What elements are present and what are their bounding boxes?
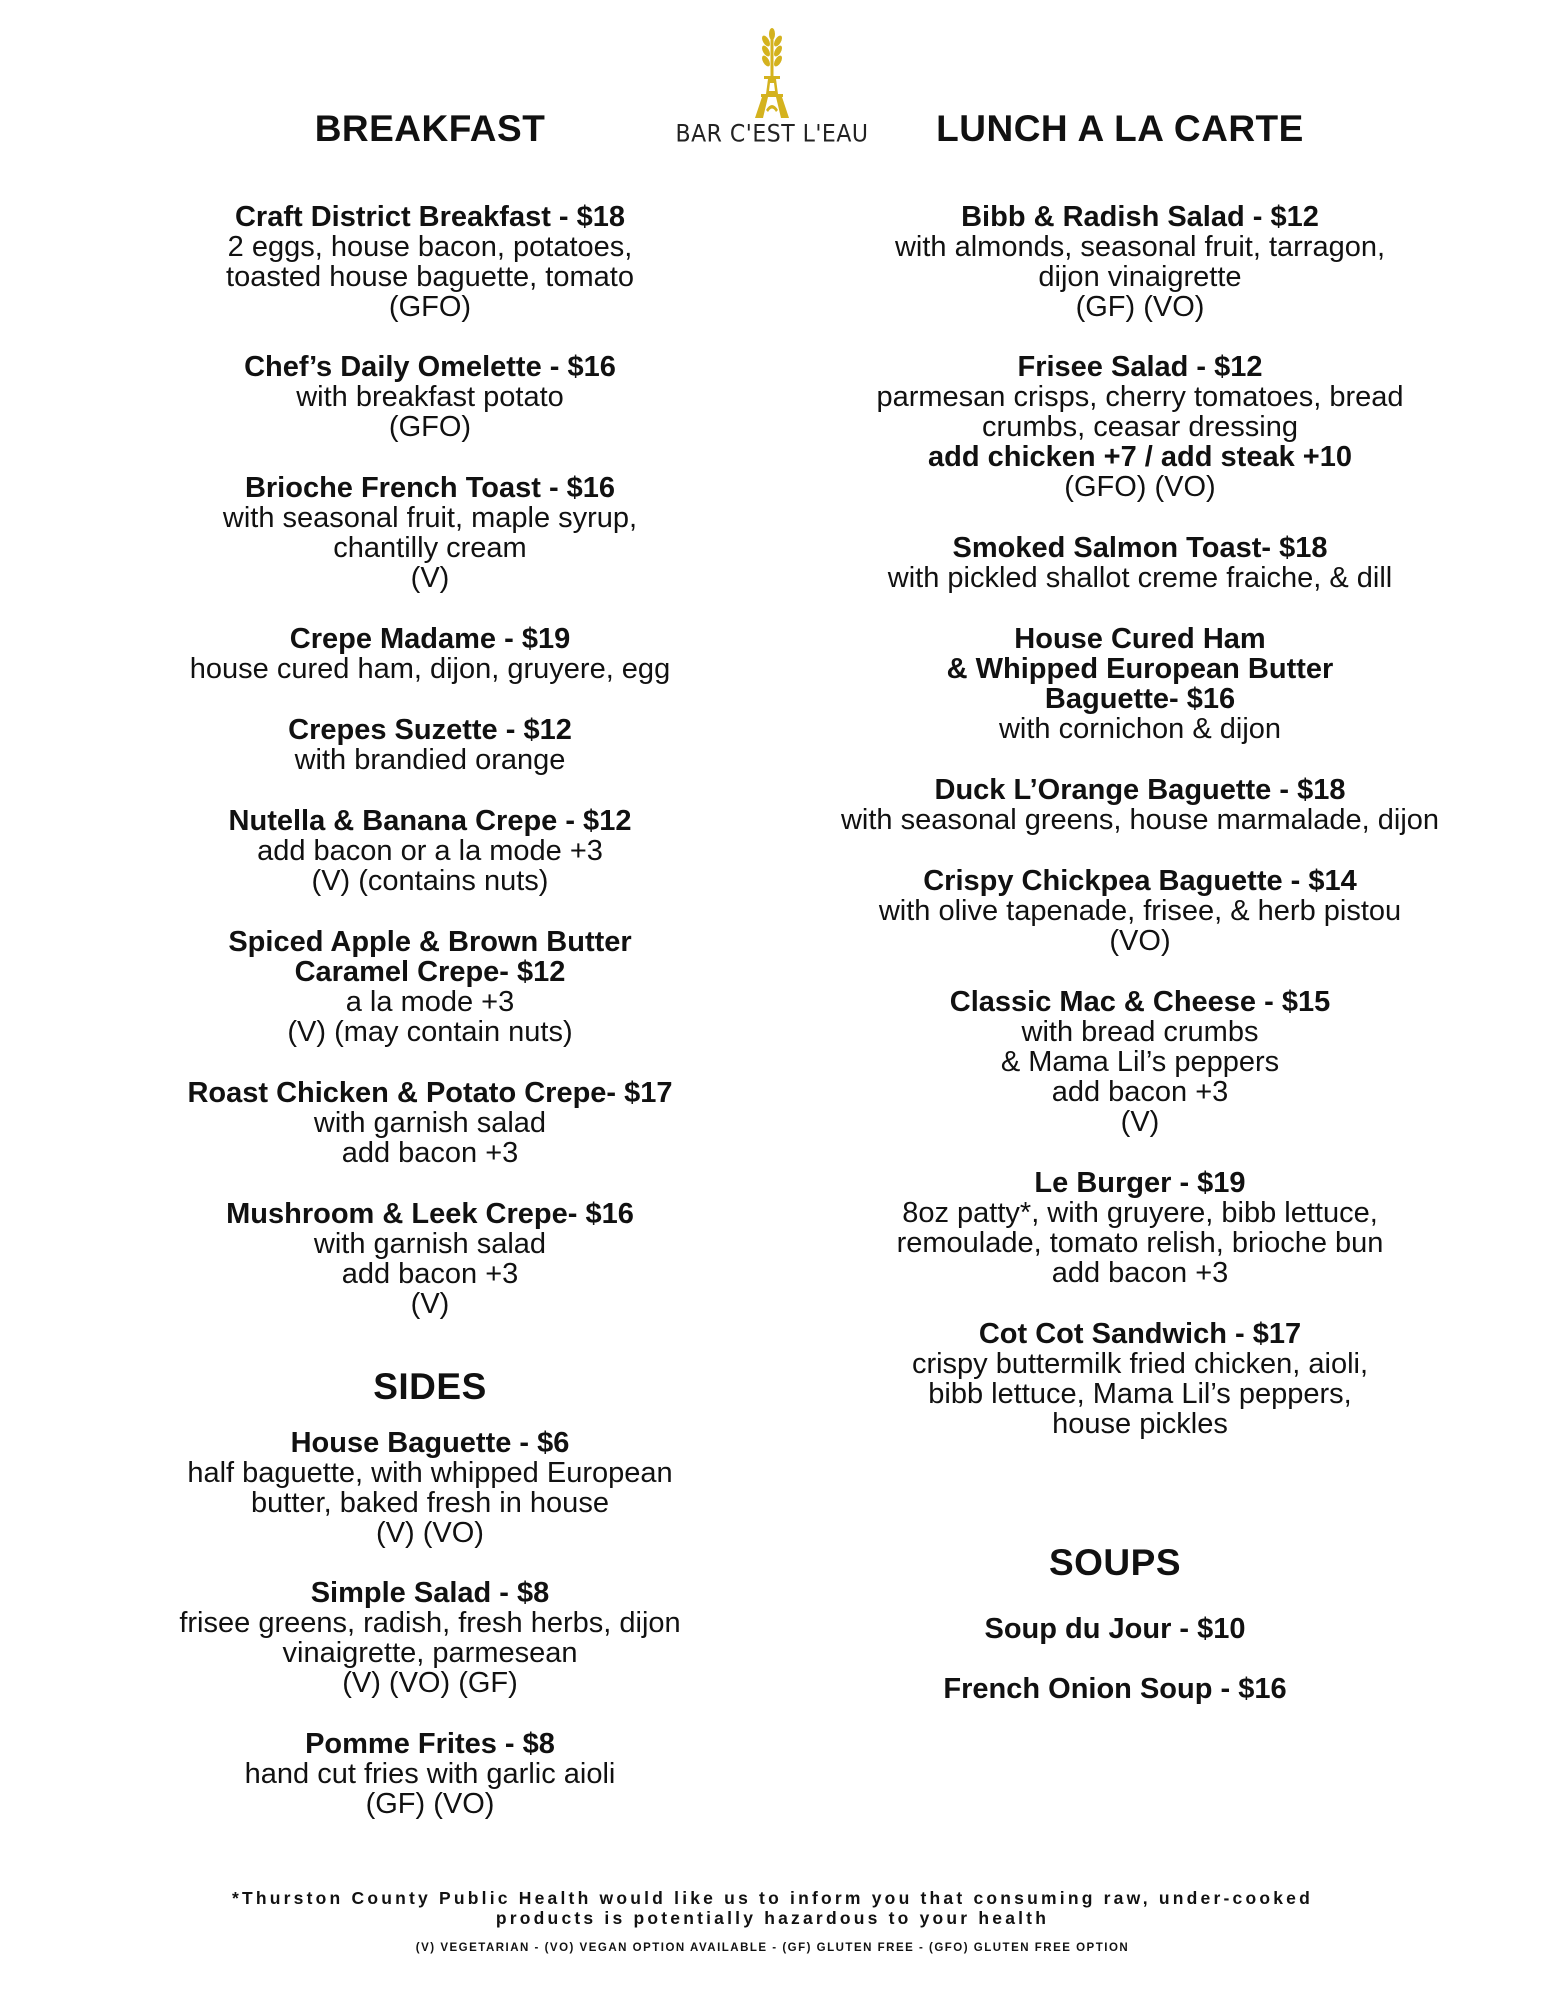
item-desc: with cornichon & dijon	[998, 713, 1282, 745]
item-desc: butter, baked fresh in house	[251, 1487, 609, 1519]
item-desc: add bacon +3	[341, 1137, 519, 1169]
item-desc: 8oz patty*, with gruyere, bibb lettuce,	[902, 1197, 1378, 1229]
item-name: Caramel Crepe- $12	[294, 956, 566, 988]
item-name: Duck L’Orange Baguette - $18	[934, 774, 1346, 806]
item-name: Spiced Apple & Brown Butter	[228, 926, 632, 958]
menu-item	[780, 1614, 1450, 1644]
brand-name: BAR C'EST L'EAU	[675, 120, 869, 149]
item-name: French Onion Soup - $16	[943, 1673, 1287, 1705]
item-name: House Cured Ham	[1014, 623, 1266, 655]
item-desc: vinaigrette, parmesean	[282, 1637, 578, 1669]
item-desc: with brandied orange	[294, 744, 566, 776]
item-desc: frisee greens, radish, fresh herbs, dijon	[179, 1607, 681, 1639]
item-name: & Whipped European Butter	[946, 653, 1334, 685]
item-name: Le Burger - $19	[1034, 1167, 1246, 1199]
item-desc: add bacon +3	[1051, 1257, 1229, 1289]
item-desc: chantilly cream	[333, 532, 527, 564]
item-desc: (VO)	[1109, 925, 1171, 957]
item-desc: with pickled shallot creme fraiche, & dill	[887, 562, 1393, 594]
soups-heading: SOUPS	[1048, 1542, 1182, 1583]
item-desc: add bacon +3	[1051, 1076, 1229, 1108]
item-desc: crispy buttermilk fried chicken, aioli,	[911, 1348, 1369, 1380]
menu-item	[140, 927, 720, 1047]
item-addon: add chicken +7 / add steak +10	[928, 441, 1352, 473]
menu-item	[140, 806, 720, 896]
item-desc: remoulade, tomato relish, brioche bun	[896, 1227, 1384, 1259]
menu-item	[140, 1078, 720, 1168]
menu-item	[780, 866, 1500, 956]
item-name: Frisee Salad - $12	[1017, 351, 1263, 383]
item-name: Pomme Frites - $8	[305, 1728, 555, 1760]
dietary-legend: (V) VEGETARIAN - (VO) VEGAN OPTION AVAILABLE - (GF) GLUTEN FREE - (GFO) GLUTEN FREE OPTION	[415, 1942, 1130, 1954]
menu-item	[780, 987, 1500, 1137]
item-desc: with bread crumbs	[1021, 1016, 1259, 1048]
menu-item	[140, 202, 720, 322]
item-name: Soup du Jour - $10	[984, 1613, 1246, 1645]
item-desc: add bacon +3	[341, 1258, 519, 1290]
item-desc: (GFO)	[388, 291, 472, 323]
sides-heading: SIDES	[373, 1366, 487, 1407]
item-desc: (V)	[410, 562, 450, 594]
item-name: Roast Chicken & Potato Crepe- $17	[187, 1077, 673, 1109]
menu-item	[140, 1729, 720, 1819]
item-desc: (V)	[410, 1288, 450, 1320]
item-name: Nutella & Banana Crepe - $12	[228, 805, 632, 837]
item-desc: (GF) (VO)	[1075, 291, 1205, 323]
menu-item	[780, 202, 1500, 322]
item-desc: crumbs, ceasar dressing	[982, 411, 1298, 443]
menu-item	[140, 715, 720, 775]
item-name: Craft District Breakfast - $18	[234, 201, 626, 233]
menu-item	[140, 1428, 720, 1548]
item-desc: (V) (VO) (GF)	[342, 1667, 518, 1699]
item-desc: (GF) (VO)	[365, 1788, 495, 1820]
menu-item	[780, 1168, 1500, 1288]
item-desc: toasted house baguette, tomato	[226, 261, 634, 293]
item-desc: (GFO) (VO)	[1064, 471, 1216, 503]
menu-item	[140, 352, 720, 442]
item-desc: half baguette, with whipped European	[187, 1457, 673, 1489]
menu-item	[780, 352, 1500, 502]
lunch-heading: LUNCH A LA CARTE	[936, 108, 1304, 149]
item-desc: a la mode +3	[345, 986, 515, 1018]
item-desc: bibb lettuce, Mama Lil’s peppers,	[928, 1378, 1352, 1410]
item-desc: (V) (may contain nuts)	[287, 1016, 573, 1048]
menu-item	[780, 1319, 1500, 1439]
item-name: Cot Cot Sandwich - $17	[978, 1318, 1302, 1350]
wheat-eiffel-tower-icon	[749, 28, 795, 120]
menu-item	[780, 1674, 1450, 1704]
menu-item	[780, 533, 1500, 593]
item-name: Smoked Salmon Toast- $18	[952, 532, 1328, 564]
item-desc: with garnish salad	[313, 1228, 547, 1260]
item-desc: (V)	[1120, 1106, 1160, 1138]
item-desc: (V) (contains nuts)	[311, 865, 549, 897]
disclaimer-line: products is potentially hazardous to your health	[495, 1908, 1050, 1928]
item-desc: with seasonal fruit, maple syrup,	[222, 502, 638, 534]
item-desc: hand cut fries with garlic aioli	[244, 1758, 616, 1790]
item-name: House Baguette - $6	[290, 1427, 570, 1459]
item-desc: parmesan crisps, cherry tomatoes, bread	[876, 381, 1404, 413]
breakfast-heading: BREAKFAST	[314, 108, 546, 149]
item-name: Crispy Chickpea Baguette - $14	[923, 865, 1357, 897]
item-desc: (GFO)	[388, 411, 472, 443]
item-desc: house cured ham, dijon, gruyere, egg	[189, 653, 671, 685]
menu-item	[780, 775, 1500, 835]
item-desc: with seasonal greens, house marmalade, dijon	[840, 804, 1440, 836]
health-disclaimer	[0, 1888, 1545, 1928]
item-name: Simple Salad - $8	[310, 1577, 550, 1609]
item-desc: add bacon or a la mode +3	[257, 835, 603, 867]
item-desc: (V) (VO)	[376, 1517, 484, 1549]
item-desc: with breakfast potato	[296, 381, 564, 413]
item-desc: house pickles	[1052, 1408, 1228, 1440]
item-desc: 2 eggs, house bacon, potatoes,	[227, 231, 633, 263]
item-name: Classic Mac & Cheese - $15	[949, 986, 1331, 1018]
item-name: Bibb & Radish Salad - $12	[961, 201, 1319, 233]
menu-item	[140, 1199, 720, 1319]
item-desc: with almonds, seasonal fruit, tarragon,	[894, 231, 1386, 263]
disclaimer-line: *Thurston County Public Health would like us to inform you that consuming raw, under-cooked	[231, 1888, 1313, 1908]
item-name: Baguette- $16	[1044, 683, 1236, 715]
menu-item	[780, 624, 1500, 744]
item-desc: dijon vinaigrette	[1038, 261, 1242, 293]
item-name: Crepes Suzette - $12	[288, 714, 572, 746]
menu-item	[140, 473, 720, 593]
item-name: Mushroom & Leek Crepe- $16	[226, 1198, 634, 1230]
item-name: Brioche French Toast - $16	[244, 472, 616, 504]
item-desc: & Mama Lil’s peppers	[1000, 1046, 1280, 1078]
item-name: Crepe Madame - $19	[289, 623, 571, 655]
item-desc: with garnish salad	[313, 1107, 547, 1139]
menu-item	[140, 624, 720, 684]
item-name: Chef’s Daily Omelette - $16	[244, 351, 616, 383]
item-desc: with olive tapenade, frisee, & herb pistou	[878, 895, 1402, 927]
menu-item	[140, 1578, 720, 1698]
